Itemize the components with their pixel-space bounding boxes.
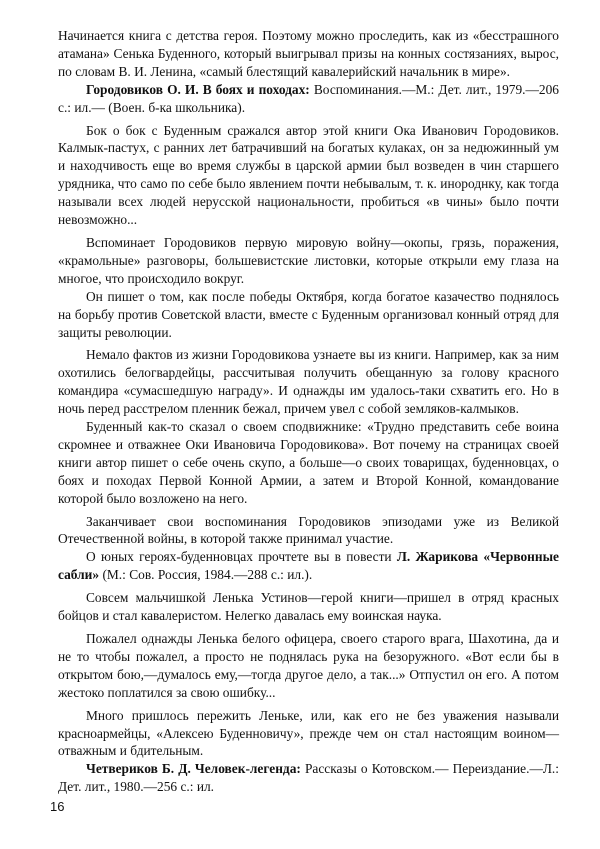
text-segment: Много пришлось пережить Леньке, или, как его не без уважения называли красноармейцы, «Алексею Буденновичу», прежде чем он стал настоящим воином—отважным и бдительным. (58, 707, 559, 759)
paragraph (58, 707, 559, 761)
entry-author-title: Городовиков О. И. В боях и походах: (86, 81, 310, 97)
text-segment: Начинается книга с детства героя. Поэтому можно проследить, как из «бесстрашного атамана» Сенька Буденного, который выигрывал призы на конных состязаниях, вырос, по словам В. И. Ленина, «самый блестящий кавалерийский начальник в мире». (58, 28, 559, 79)
text-segment: Пожалел однажды Ленька белого офицера, своего старого врага, Шахотина, да и не то чтобы пожалел, а просто не поднялась рука на безоружного. «Вот если бы в открытом бою,—думалось ему,—тогда другое дело, а так...» Отпустил он его. А потом жестоко поплатился за свою ошибку... (58, 631, 559, 700)
intro-paragraph (58, 27, 559, 81)
paragraph (58, 589, 559, 625)
text-segment: (М.: Сов. Россия, 1984.—288 с.: ил.). (99, 567, 313, 583)
paragraph (58, 418, 559, 508)
text-segment: Немало фактов из жизни Городовикова узнаете вы из книги. Например, как за ним охотились белогвардейцы, рассчитывая получить обещанную за голову красного командира «сумасшедшую награду». И однажды им удалось-таки схватить его. Но в ночь перед расстрелом пленник бежал, причем увел с собой земляков-калмыков. (58, 347, 559, 417)
paragraph (58, 288, 559, 342)
page-text (58, 27, 559, 796)
page-number: 16 (50, 799, 65, 814)
text-segment: Вспоминает Городовиков первую мировую войну—окопы, грязь, поражения, «крамольные» разговоры, большевистские листовки, которые открыли ему глаза на многое, что происходило вокруг. (58, 234, 559, 286)
bibliography-entry-chetverikov (58, 760, 559, 796)
paragraph (58, 346, 559, 418)
text-segment: Буденный как-то сказал о своем сподвижнике: «Трудно представить себе воина скромнее и отважнее Оки Ивановича Городовикова». Вот почему на страницах своей книги автор пишет о себе очень скупо, а больше—о своих товарищах, буденновцах, о боях и походах Первой Конной Армии, а затем и Второй Конной, командование которой было возложено на него. (58, 419, 559, 506)
book-reference-zharikov: Л. Жарикова «Червонные сабли» (58, 549, 559, 583)
bibliography-entry-gorodovikov (58, 81, 559, 117)
text-segment: О юных героях-буденновцах прочтете вы в повести (86, 549, 397, 565)
text-segment: Бок о бок с Буденным сражался автор этой книги Ока Иванович Городовиков. Калмык-пастух, с ранних лет батрачивший на богатых кулаках, он за недюжинный ум и находчивость еще во время службы в царской армии был возведен в чин старшего урядника, что само по себе было явлением почти небывалым, т. к. инороднку, как тогда называли всех людей нерусской национальности, пробиться «в чины» было почти невозможно... (58, 122, 559, 228)
entry-publication-info: Воспоминания.—М.: Дет. лит., 1979.—206 с.: ил.— (Воен. б-ка школьника). (58, 81, 559, 115)
paragraph (58, 122, 559, 229)
text-segment: Совсем мальчишкой Ленька Устинов—герой книги—пришел в отряд красных бойцов и стал кавалеристом. Нелегко давалась ему воинская наука. (58, 590, 559, 624)
entry-publication-info: Рассказы о Котовском.— Переиздание.—Л.: Дет. лит., 1980.—256 с.: ил. (58, 761, 560, 795)
text-segment: Он пишет о том, как после победы Октября, когда богатое казачество поднялось на борьбу против Советской власти, вместе с Буденным организовал конный отряд для защиты революции. (58, 288, 559, 340)
paragraph (58, 630, 559, 702)
paragraph (58, 234, 559, 288)
paragraph (58, 548, 559, 584)
text-segment: Заканчивает свои воспоминания Городовиков эпизодами уже из Великой Отечественной войны, в которой также принимал участие. (58, 513, 559, 547)
paragraph (58, 513, 559, 549)
entry-author-title: Четвериков Б. Д. Человек-легенда: (86, 761, 301, 777)
